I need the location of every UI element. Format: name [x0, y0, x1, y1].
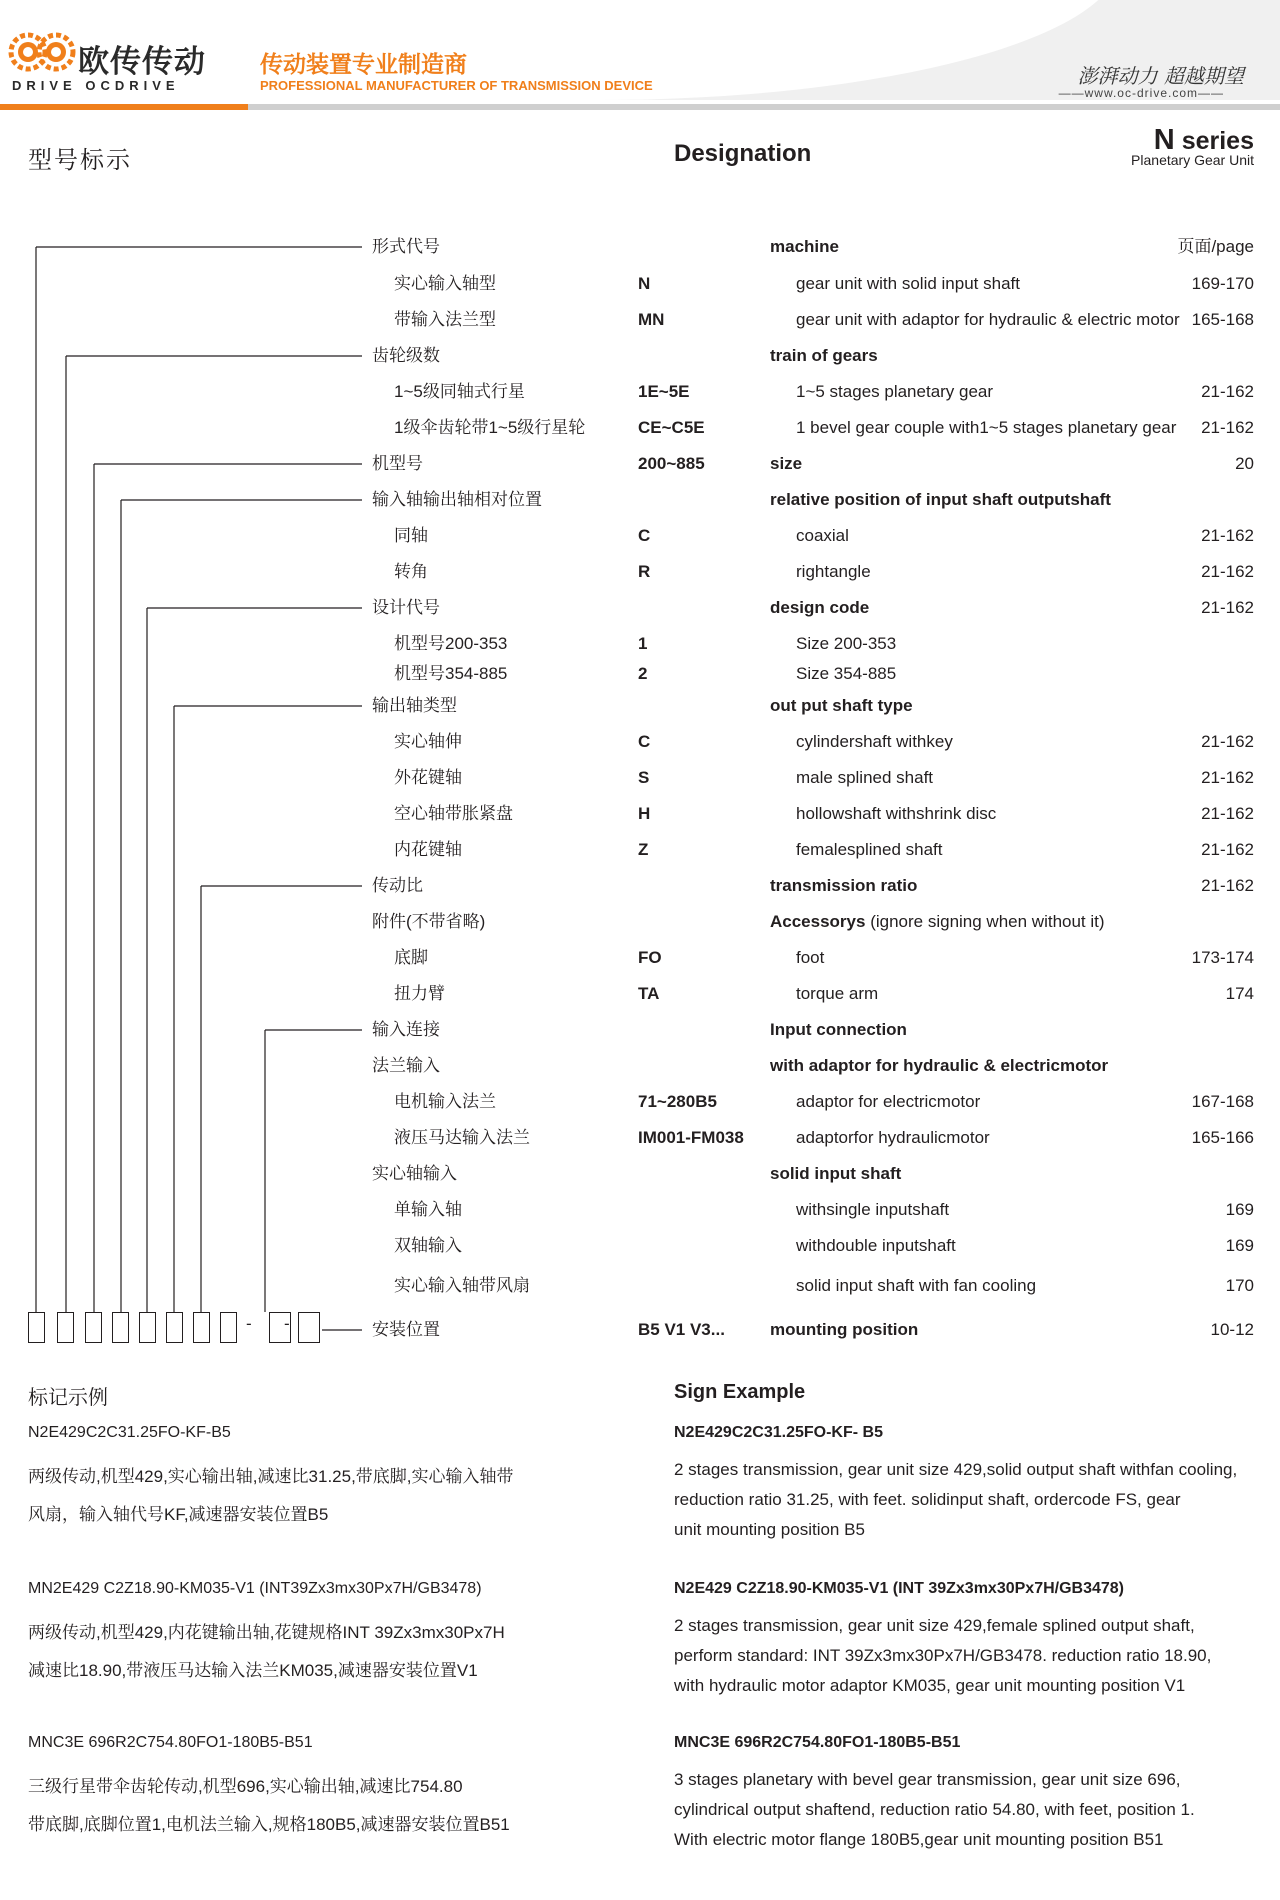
designation-heading-row	[0, 488, 1280, 512]
row-label-cn: 实心轴伸	[394, 732, 462, 751]
designation-option-row	[0, 632, 1280, 656]
example-text-cn: 风扇，输入轴代号KF,减速器安装位置B5	[28, 1505, 329, 1524]
row-label-cn: 实心轴输入	[372, 1164, 457, 1183]
row-label-en-text: train of gears	[770, 346, 878, 365]
row-label-cn: 机型号	[372, 454, 423, 473]
designation-option-row	[0, 416, 1280, 440]
example-code-cn: MN2E429 C2Z18.90-KM035-V1 (INT39Zx3mx30Px7H/GB3478)	[28, 1580, 482, 1597]
designation-heading-row	[0, 1018, 1280, 1042]
row-label-en	[770, 694, 913, 718]
row-label-cn: 机型号200-353	[394, 634, 508, 653]
example-text-en: perform standard: INT 39Zx3mx30Px7H/GB3478. reduction ratio 18.90,	[674, 1646, 1212, 1665]
row-label-en-text: design code	[770, 598, 870, 617]
row-label-en	[796, 802, 996, 826]
row-page: 21-162	[1201, 598, 1254, 617]
row-label-en-text: hollowshaft withshrink disc	[796, 804, 997, 823]
row-label-en	[770, 235, 839, 259]
designation-heading-row	[0, 1318, 1280, 1342]
row-label-en-text: rightangle	[796, 562, 871, 581]
example-text-cn: 两级传动,机型429,实心输出轴,减速比31.25,带底脚,实心输入轴带	[28, 1467, 514, 1486]
row-page: 169	[1225, 1200, 1254, 1219]
designation-heading-row	[0, 344, 1280, 368]
row-label-en-text: Input connection	[770, 1020, 907, 1039]
row-label-en	[770, 488, 1111, 512]
row-label-en	[796, 1234, 956, 1258]
example-code-en: N2E429C2C31.25FO-KF- B5	[674, 1424, 883, 1441]
designation-heading-row	[0, 874, 1280, 898]
series-word: series	[1181, 127, 1254, 155]
designation-option-row	[0, 982, 1280, 1006]
row-label-en-text: machine	[770, 237, 839, 256]
row-page: 165-168	[1191, 310, 1254, 329]
row-code: 71~280B5	[638, 1092, 717, 1111]
row-label-cn: 输入连接	[372, 1020, 440, 1039]
row-code: FO	[638, 948, 662, 967]
row-label-cn: 实心输入轴带风扇	[394, 1276, 530, 1295]
slogan-cn: 传动装置专业制造商	[260, 51, 467, 77]
row-label-en-text: adaptorfor hydraulicmotor	[796, 1128, 990, 1147]
row-label-cn: 扭力臂	[394, 984, 445, 1003]
code-box	[193, 1312, 210, 1343]
example-text-cn: 减速比18.90,带液压马达输入法兰KM035,减速器安装位置V1	[28, 1661, 478, 1680]
row-label-cn: 实心输入轴型	[394, 274, 496, 293]
row-page: 21-162	[1201, 418, 1254, 437]
row-label-en-text: mounting position	[770, 1320, 919, 1339]
example-code-en: N2E429 C2Z18.90-KM035-V1 (INT 39Zx3mx30Px7H/GB3478)	[674, 1580, 1125, 1597]
row-code: C	[638, 526, 651, 545]
row-code: 1	[638, 634, 648, 653]
row-page: 21-162	[1201, 732, 1254, 751]
designation-option-row	[0, 308, 1280, 332]
designation-option-row	[0, 380, 1280, 404]
designation-option-row	[0, 1090, 1280, 1114]
brand-motto: 澎湃动力 超越期望	[1077, 64, 1244, 88]
row-label-en	[770, 874, 917, 898]
row-label-en-text: Accessorys	[770, 912, 866, 931]
row-label-en	[796, 272, 1020, 296]
row-label-en	[770, 910, 1105, 934]
row-label-en-text: gear unit with adaptor for hydraulic & electric motor	[796, 310, 1180, 329]
row-label-en	[796, 1274, 1036, 1298]
designation-heading-row	[0, 910, 1280, 934]
website-url: www.oc-drive.com	[1084, 86, 1198, 100]
row-page: 173-174	[1191, 948, 1254, 967]
row-label-en	[770, 1054, 1108, 1078]
row-label-en-text: solid input shaft with fan cooling	[796, 1276, 1037, 1295]
row-label-en	[796, 946, 824, 970]
row-label-cn: 齿轮级数	[372, 346, 440, 365]
row-label-en-text: foot	[796, 948, 825, 967]
row-label-en	[796, 380, 993, 404]
row-label-cn: 内花键轴	[394, 840, 462, 859]
row-label-en-text: withsingle inputshaft	[796, 1200, 950, 1219]
row-label-cn: 1级伞齿轮带1~5级行星轮	[394, 418, 586, 437]
row-page: 169-170	[1191, 274, 1254, 293]
brand-name-cn: 欧传传动	[78, 44, 206, 79]
row-page: 21-162	[1201, 804, 1254, 823]
row-label-en-text: gear unit with solid input shaft	[796, 274, 1020, 293]
row-label-cn: 输入轴输出轴相对位置	[372, 490, 542, 509]
example-text-cn: 三级行星带伞齿轮传动,机型696,实心输出轴,减速比754.80	[28, 1777, 463, 1796]
row-code: 2	[638, 664, 648, 683]
row-label-cn: 带输入法兰型	[394, 310, 496, 329]
row-label-cn: 1~5级同轴式行星	[394, 382, 525, 401]
row-page: 10-12	[1210, 1320, 1254, 1339]
row-label-en-text: size	[770, 454, 803, 473]
row-label-cn: 空心轴带胀紧盘	[394, 804, 513, 823]
code-box	[139, 1312, 156, 1343]
designation-option-row	[0, 802, 1280, 826]
row-page: 21-162	[1201, 526, 1254, 545]
code-dash: -	[246, 1314, 252, 1333]
row-label-en-text: solid input shaft	[770, 1164, 902, 1183]
row-code: CE~C5E	[638, 418, 705, 437]
row-label-en	[796, 662, 896, 686]
designation-option-row	[0, 524, 1280, 548]
row-label-en	[770, 596, 869, 620]
row-page: 167-168	[1191, 1092, 1254, 1111]
row-page: 页面/page	[1177, 237, 1254, 256]
designation-option-row	[0, 946, 1280, 970]
row-label-en	[796, 1126, 990, 1150]
row-code: R	[638, 562, 651, 581]
row-page: 21-162	[1201, 382, 1254, 401]
code-box	[298, 1312, 320, 1343]
designation-option-row	[0, 1126, 1280, 1150]
row-label-en-text: adaptor for electricmotor	[796, 1092, 981, 1111]
designation-option-row	[0, 1234, 1280, 1258]
examples-heading-cn: 标记示例	[28, 1387, 108, 1409]
row-code: TA	[638, 984, 660, 1003]
row-code: Z	[638, 840, 649, 859]
row-code: S	[638, 768, 650, 787]
example-text-en: 2 stages transmission, gear unit size 429,solid output shaft withfan cooling,	[674, 1460, 1238, 1479]
row-label-cn: 转角	[394, 562, 428, 581]
code-box	[85, 1312, 102, 1343]
row-label-cn: 电机输入法兰	[394, 1092, 496, 1111]
row-label-en	[796, 982, 878, 1006]
row-label-cn: 单输入轴	[394, 1200, 462, 1219]
row-label-cn: 双轴输入	[394, 1236, 462, 1255]
row-code: H	[638, 804, 651, 823]
row-label-cn: 机型号354-885	[394, 664, 508, 683]
series-subtitle: Planetary Gear Unit	[1131, 152, 1254, 168]
examples-heading-en: Sign Example	[674, 1381, 806, 1403]
row-label-en-note: (ignore signing when without it)	[865, 912, 1105, 931]
row-label-cn: 形式代号	[372, 237, 440, 256]
row-page: 21-162	[1201, 768, 1254, 787]
row-label-en	[796, 560, 871, 584]
designation-heading-row	[0, 452, 1280, 476]
row-page: 165-166	[1191, 1128, 1254, 1147]
example-text-en: 3 stages planetary with bevel gear transmission, gear unit size 696,	[674, 1770, 1181, 1789]
page-title-cn: 型号标示	[28, 147, 132, 174]
row-label-en-text: Size 200-353	[796, 634, 897, 653]
row-label-en-text: 1~5 stages planetary gear	[796, 382, 994, 401]
row-label-cn: 法兰输入	[372, 1056, 440, 1075]
row-label-en	[770, 1318, 918, 1342]
row-label-en-text: 1 bevel gear couple with1~5 stages planetary gear	[796, 418, 1177, 437]
row-label-en	[770, 452, 802, 476]
slogan-en: PROFESSIONAL MANUFACTURER OF TRANSMISSION DEVICE	[260, 78, 653, 93]
example-code-cn: MNC3E 696R2C754.80FO1-180B5-B51	[28, 1734, 313, 1751]
designation-option-row	[0, 272, 1280, 296]
row-label-en-text: Size 354-885	[796, 664, 897, 683]
row-label-en	[770, 1018, 907, 1042]
row-label-en	[770, 344, 878, 368]
row-code: MN	[638, 310, 665, 329]
row-label-en-text: male splined shaft	[796, 768, 934, 787]
row-code: 200~885	[638, 454, 705, 473]
designation-option-row	[0, 766, 1280, 790]
row-label-en	[770, 1162, 901, 1186]
code-box	[220, 1312, 237, 1343]
row-page: 21-162	[1201, 876, 1254, 895]
row-label-en-text: withdouble inputshaft	[796, 1236, 956, 1255]
row-label-en-text: with adaptor for hydraulic & electricmotor	[770, 1056, 1109, 1075]
row-label-en-text: out put shaft type	[770, 696, 913, 715]
row-label-en-text: femalesplined shaft	[796, 840, 943, 859]
row-code: IM001-FM038	[638, 1128, 744, 1147]
row-label-en	[796, 632, 896, 656]
row-code: N	[638, 274, 651, 293]
row-page: 174	[1225, 984, 1254, 1003]
designation-heading-row	[0, 1054, 1280, 1078]
row-label-cn: 附件(不带省略)	[372, 912, 486, 931]
code-box	[166, 1312, 183, 1343]
designation-option-row	[0, 1274, 1280, 1298]
designation-heading-row	[0, 596, 1280, 620]
row-page: 20	[1235, 454, 1254, 473]
row-page: 170	[1225, 1276, 1254, 1295]
example-text-en: reduction ratio 31.25, with feet. solidinput shaft, ordercode FS, gear	[674, 1490, 1181, 1509]
row-label-cn: 设计代号	[372, 598, 440, 617]
example-code-en: MNC3E 696R2C754.80FO1-180B5-B51	[674, 1734, 961, 1751]
row-page: 21-162	[1201, 840, 1254, 859]
row-label-cn: 安装位置	[372, 1320, 440, 1339]
example-text-en: 2 stages transmission, gear unit size 429,female splined output shaft,	[674, 1616, 1195, 1635]
code-box	[28, 1312, 45, 1343]
row-label-en-text: relative position of input shaft outputshaft	[770, 490, 1111, 509]
example-text-en: with hydraulic motor adaptor KM035, gear unit mounting position V1	[674, 1676, 1186, 1695]
row-label-en	[796, 730, 953, 754]
row-label-en	[796, 524, 849, 548]
row-label-en-text: cylindershaft withkey	[796, 732, 953, 751]
row-label-cn: 同轴	[394, 526, 428, 545]
designation-heading-row	[0, 235, 1280, 259]
row-page: 169	[1225, 1236, 1254, 1255]
row-label-cn: 传动比	[372, 876, 423, 895]
row-label-en-text: torque arm	[796, 984, 879, 1003]
page-title-en: Designation	[674, 140, 812, 167]
row-label-en	[796, 1198, 949, 1222]
code-box	[57, 1312, 74, 1343]
example-text-en: With electric motor flange 180B5,gear unit mounting position B51	[674, 1830, 1164, 1849]
row-label-cn: 外花键轴	[394, 768, 462, 787]
row-page: 21-162	[1201, 562, 1254, 581]
example-text-cn: 两级传动,机型429,内花键输出轴,花键规格INT 39Zx3mx30Px7H	[28, 1623, 505, 1642]
row-code: 1E~5E	[638, 382, 690, 401]
row-label-en	[796, 1090, 980, 1114]
row-label-cn: 底脚	[394, 948, 428, 967]
code-dash: -	[284, 1314, 290, 1333]
designation-option-row	[0, 838, 1280, 862]
example-code-cn: N2E429C2C31.25FO-KF-B5	[28, 1424, 231, 1441]
row-code: B5 V1 V3...	[638, 1320, 725, 1339]
row-label-en	[796, 766, 933, 790]
series-letter: N	[1153, 124, 1175, 156]
row-label-cn: 输出轴类型	[372, 696, 457, 715]
row-label-en-text: coaxial	[796, 526, 849, 545]
designation-option-row	[0, 662, 1280, 686]
row-code: C	[638, 732, 651, 751]
designation-option-row	[0, 1198, 1280, 1222]
designation-option-row	[0, 730, 1280, 754]
designation-heading-row	[0, 1162, 1280, 1186]
brand-name-en: DRIVE OCDRIVE	[12, 78, 180, 93]
code-box	[112, 1312, 129, 1343]
designation-heading-row	[0, 694, 1280, 718]
designation-option-row	[0, 560, 1280, 584]
row-label-cn: 液压马达输入法兰	[394, 1128, 530, 1147]
website: ——www.oc-drive.com——	[1058, 86, 1224, 100]
example-text-en: cylindrical output shaftend, reduction ratio 54.80, with feet, position 1.	[674, 1800, 1195, 1819]
row-label-en-text: transmission ratio	[770, 876, 918, 895]
example-text-en: unit mounting position B5	[674, 1520, 865, 1539]
example-text-cn: 带底脚,底脚位置1,电机法兰输入,规格180B5,减速器安装位置B51	[28, 1815, 510, 1834]
row-label-en	[796, 838, 942, 862]
